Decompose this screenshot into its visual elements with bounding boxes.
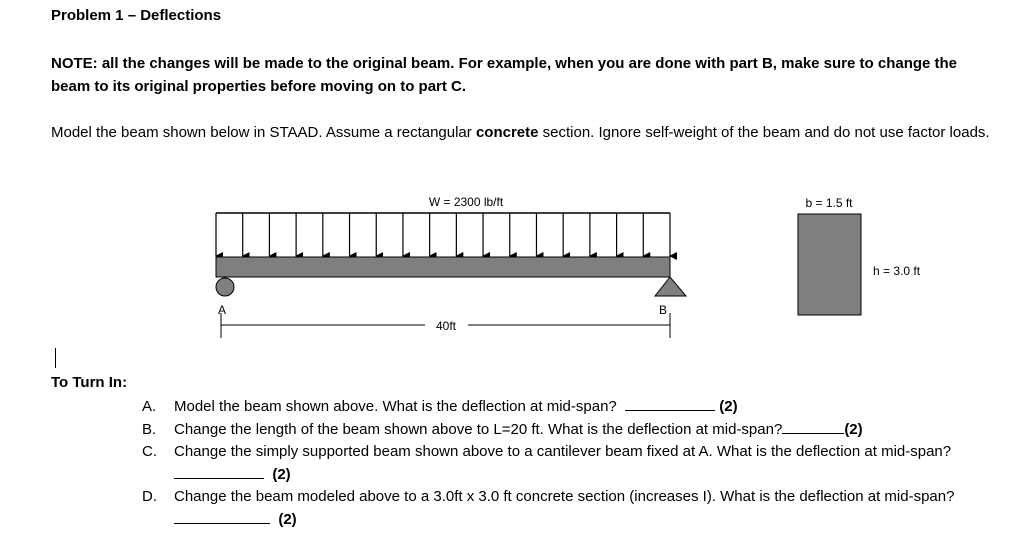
question-b [142,419,982,442]
model-text-bold: concrete [475,124,539,141]
problem-title: Problem 1 – Deflections [51,7,222,24]
question-text: Change the length of the beam shown above to L=20 ft. What is the deflection at mid-span? [174,420,783,438]
model-text-before: Model the beam shown below in STAAD. Assume a rectangular [51,124,476,141]
beam [216,257,670,277]
answer-blank[interactable] [625,396,715,411]
question-text: Model the beam shown above. What is the deflection at mid-span? [174,398,617,415]
question-letter: B. [142,420,157,438]
answer-blank[interactable] [174,464,264,479]
question-list [142,396,982,531]
question-points: (2) [272,465,291,483]
question-text: Change the simply supported beam shown above to a cantilever beam fixed at A. What is the deflection at mid-span? [174,443,952,460]
text-cursor [55,348,56,368]
question-points: (2) [719,398,738,415]
section-height-label: h = 3.0 ft [873,264,921,278]
answer-blank[interactable] [174,509,270,524]
question-text: Change the beam modeled above to a 3.0ft x 3.0 ft concrete section (increases I). What is the deflection at mid-span? [174,488,955,505]
load-label: W = 2300 lb/ft [428,195,504,209]
question-c [142,441,982,486]
pin-support-b [655,277,686,296]
pin-support-a [216,278,234,296]
load-arrows [216,213,670,256]
cross-section [798,214,861,315]
section-width-label: b = 1.5 ft [805,196,853,210]
answer-blank[interactable] [782,419,844,434]
note-paragraph: NOTE: all the changes will be made to the original beam. For example, when you are done with part B, make sure to change the beam to its original properties before moving on to part C. [51,55,958,95]
turn-in-heading: To Turn In: [51,374,128,391]
question-letter: C. [142,443,157,460]
length-label: 40ft [435,319,457,333]
question-a [142,396,982,419]
question-points: (2) [844,420,863,438]
support-b-label: B [659,303,668,317]
question-letter: A. [142,398,157,415]
beam-diagram [0,185,1024,345]
question-letter: D. [142,488,157,505]
support-a-label: A [218,303,227,317]
model-text-after: section. Ignore self-weight of the beam and do not use factor loads. [538,124,990,141]
question-d [142,486,982,531]
question-points: (2) [278,510,297,528]
model-instructions [51,121,991,144]
